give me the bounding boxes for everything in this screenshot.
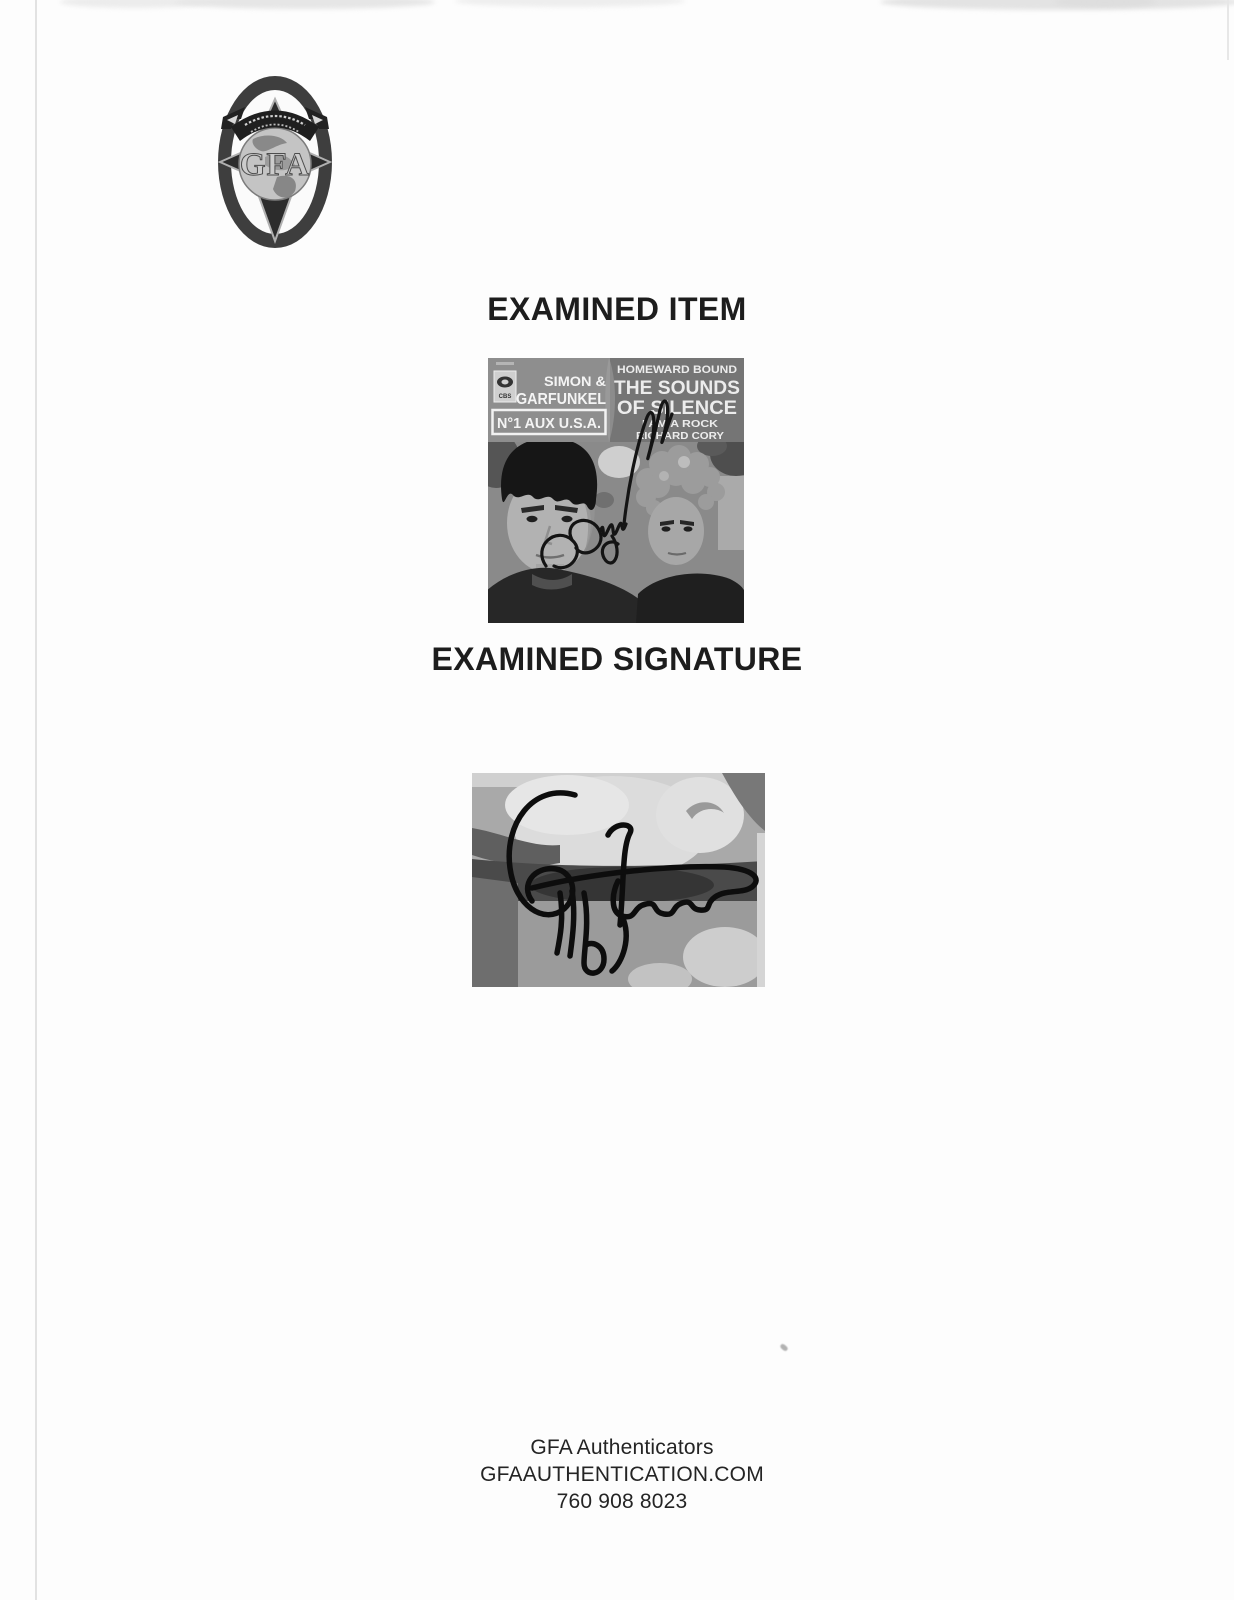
- record-sleeve-image: [488, 358, 744, 623]
- artist-name-line1: SIMON &: [544, 373, 606, 389]
- footer-website: GFAAUTHENTICATION.COM: [480, 1463, 764, 1486]
- svg-text:N°1 AUX U.S.A.: N°1 AUX U.S.A.: [497, 415, 601, 432]
- footer-company-name: GFA Authenticators: [530, 1436, 714, 1459]
- scan-line-right: [1227, 0, 1229, 60]
- examined-signature-heading: EXAMINED SIGNATURE: [431, 641, 803, 677]
- duo-photo: [488, 432, 744, 623]
- record-sleeve-graphic: [488, 358, 744, 623]
- title-i-am-a-rock: I AM A ROCK: [642, 418, 719, 430]
- examined-item-heading: EXAMINED ITEM: [487, 291, 747, 327]
- footer: [5, 1434, 1234, 1515]
- svg-text:CBS: CBS: [498, 394, 512, 400]
- title-the-sounds: THE SOUNDS: [614, 378, 740, 399]
- catalog-mark: [496, 362, 514, 365]
- title-richard-cory: RICHARD CORY: [636, 430, 724, 442]
- gfa-badge-logo: [214, 72, 336, 252]
- stray-mark: [779, 1343, 788, 1352]
- signature-photo-graphic: [472, 773, 765, 987]
- scan-noise: [175, 0, 435, 9]
- signature-photo-image: [472, 773, 765, 987]
- footer-phone: 760 908 8023: [556, 1490, 688, 1513]
- artist-name-line2: GARFUNKEL: [516, 391, 607, 408]
- scan-line-left: [35, 0, 37, 1600]
- title-homeward-bound: HOMEWARD BOUND: [617, 364, 738, 376]
- gfa-badge-graphic: [214, 72, 336, 252]
- scan-noise: [455, 0, 685, 7]
- title-of-silence: OF SILENCE: [617, 398, 737, 419]
- cbs-logo-icon: [494, 371, 516, 402]
- gfa-monogram: GFA: [239, 147, 311, 183]
